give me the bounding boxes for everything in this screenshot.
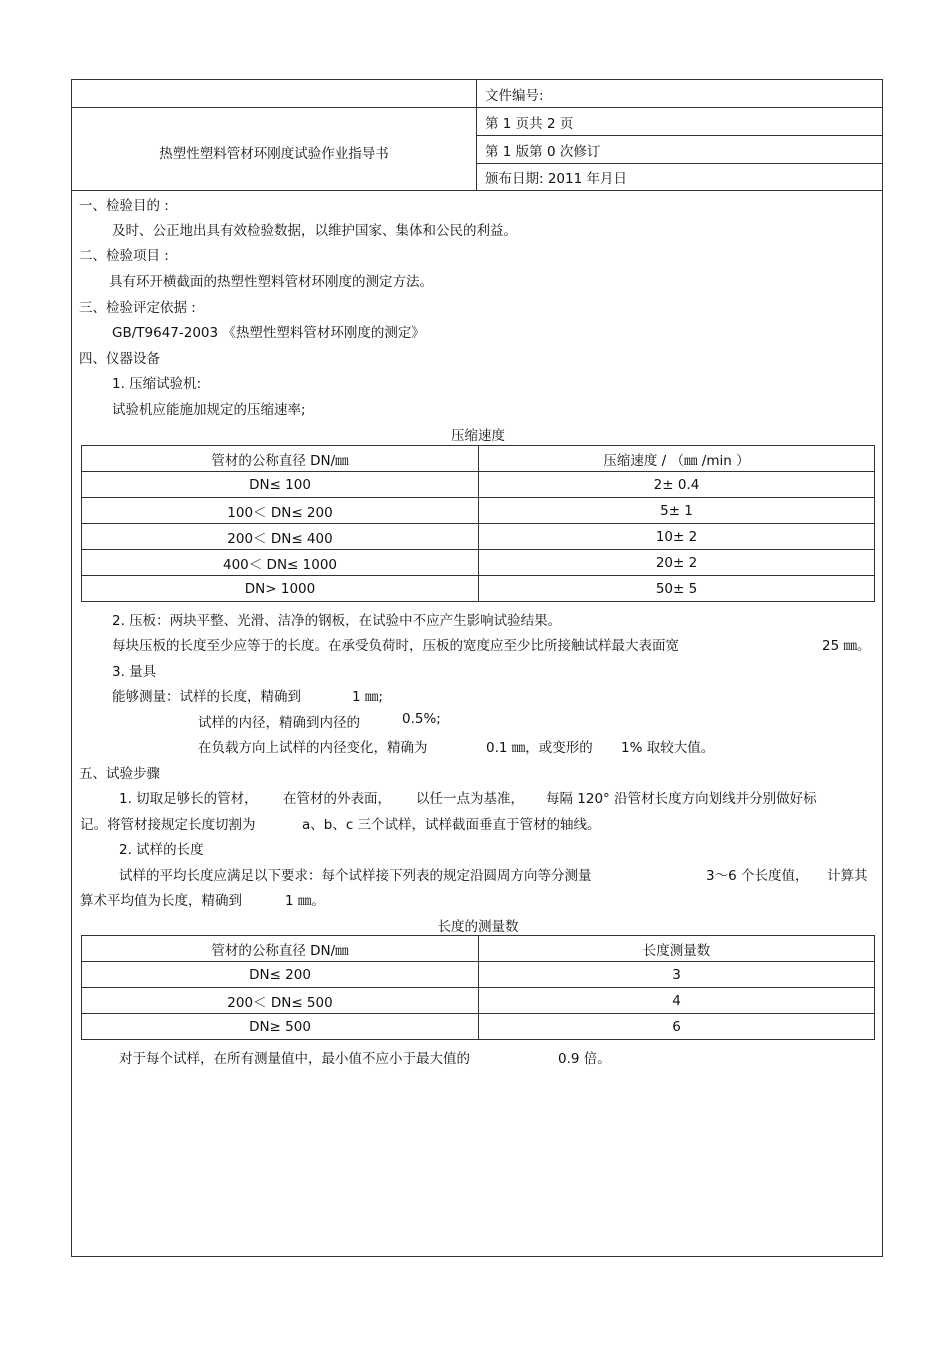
- step-2-part-e: 1 ㎜。: [285, 893, 325, 909]
- measure-change-value: 0.1 ㎜，或变形的: [486, 740, 593, 756]
- length-measurement-table: [81, 935, 875, 1040]
- table-row: [82, 550, 875, 576]
- table-row: [82, 1014, 875, 1040]
- page-info: 第 1 页共 2 页: [485, 116, 574, 132]
- table-cell: 6: [479, 1014, 875, 1040]
- section-4-title: 四、仪器设备: [79, 351, 160, 367]
- section-5-title: 五、试验步骤: [79, 766, 160, 782]
- table-cell: 2± 0.4: [479, 472, 875, 498]
- page-info-cell: [477, 108, 882, 136]
- table-cell: 50± 5: [479, 576, 875, 602]
- step-1-part-d: 每隔 120° 沿管材长度方向划线并分别做好标: [546, 791, 817, 807]
- issue-date-cell: [477, 163, 882, 190]
- section-2-body: 具有环开横截面的热塑性塑料管材环刚度的测定方法。: [109, 274, 433, 290]
- section-4-item-3: 3. 量具: [112, 664, 157, 680]
- section-4-item-1-body: 试验机应能施加规定的压缩速率;: [112, 402, 306, 418]
- table-cell: DN> 1000: [82, 576, 479, 602]
- document-title: 热塑性塑料管材环刚度试验作业指导书: [159, 146, 389, 162]
- table-row: [82, 498, 875, 524]
- step-2-part-c: 计算其: [827, 868, 868, 884]
- section-4-item-2-width: 25 ㎜。: [822, 638, 871, 654]
- table-cell: 20± 2: [479, 550, 875, 576]
- table-header-cell: 压缩速度 / （㎜ /min ）: [479, 446, 875, 472]
- table-cell: 200＜ DN≤ 500: [82, 988, 479, 1014]
- doc-number-label: 文件编号:: [485, 88, 544, 104]
- version-info: 第 1 版第 0 次修订: [485, 144, 601, 160]
- measure-length-label: 能够测量：试样的长度，精确到: [112, 689, 301, 705]
- step-2-part-a: 试样的平均长度应满足以下要求：每个试样接下列表的规定沿圆周方向等分测量: [119, 868, 592, 884]
- table-header-cell: 管材的公称直径 DN/㎜: [82, 446, 479, 472]
- measure-change-label: 在负载方向上试样的内径变化，精确为: [198, 740, 428, 756]
- step-1-part-a: 1. 切取足够长的管材，: [119, 791, 258, 807]
- table-cell: 3: [479, 962, 875, 988]
- section-4-item-2: 2. 压板：两块平整、光滑、洁净的钢板，在试验中不应产生影响试验结果。: [112, 613, 562, 629]
- section-1-title: 一、检验目的 :: [79, 198, 169, 214]
- table-1-caption: 压缩速度: [451, 428, 505, 444]
- table-row: [82, 524, 875, 550]
- section-3-body: GB/T9647-2003 《热塑性塑料管材环刚度的测定》: [112, 325, 425, 341]
- table-row: [82, 988, 875, 1014]
- table-row: [82, 962, 875, 988]
- step-2-part-b: 3～6 个长度值，: [706, 868, 809, 884]
- step-1-part-e: 记。将管材接规定长度切割为: [80, 817, 256, 833]
- compression-speed-table: [81, 445, 875, 602]
- section-4-item-2-body: 每块压板的长度至少应等于的长度。在承受负荷时，压板的宽度应至少比所接触试样最大表面宽: [112, 638, 679, 654]
- final-note-label: 对于每个试样，在所有测量值中，最小值不应小于最大值的: [119, 1051, 470, 1067]
- table-cell: DN≥ 500: [82, 1014, 479, 1040]
- measure-diameter-value: 0.5%;: [402, 711, 441, 727]
- table-cell: 200＜ DN≤ 400: [82, 524, 479, 550]
- step-1-part-c: 以任一点为基准，: [416, 791, 524, 807]
- table-cell: 400＜ DN≤ 1000: [82, 550, 479, 576]
- document-frame: [71, 79, 883, 1257]
- table-row: [82, 576, 875, 602]
- section-2-title: 二、检验项目 :: [79, 248, 169, 264]
- step-2-title: 2. 试样的长度: [119, 842, 204, 858]
- table-cell: DN≤ 200: [82, 962, 479, 988]
- table-header-cell: 管材的公称直径 DN/㎜: [82, 936, 479, 962]
- measure-diameter-label: 试样的内径，精确到内径的: [198, 715, 360, 731]
- header-title-cell: [72, 108, 477, 190]
- table-cell: 100＜ DN≤ 200: [82, 498, 479, 524]
- step-1-part-b: 在管材的外表面，: [283, 791, 391, 807]
- issue-date: 颁布日期: 2011 年月日: [485, 171, 627, 187]
- section-4-item-1: 1. 压缩试验机:: [112, 376, 202, 392]
- step-1-part-f: a、b、c 三个试样，试样截面垂直于管材的轴线。: [302, 817, 601, 833]
- section-1-body: 及时、公正地出具有效检验数据，以维护国家、集体和公民的利益。: [112, 223, 517, 239]
- table-header-cell: 长度测量数: [479, 936, 875, 962]
- measure-length-value: 1 ㎜;: [352, 689, 383, 705]
- section-3-title: 三、检验评定依据 :: [79, 300, 196, 316]
- table-cell: 4: [479, 988, 875, 1014]
- final-note-value: 0.9 倍。: [558, 1051, 611, 1067]
- version-info-cell: [477, 136, 882, 164]
- table-row: [82, 472, 875, 498]
- table-cell: DN≤ 100: [82, 472, 479, 498]
- step-2-part-d: 算术平均值为长度，精确到: [80, 893, 242, 909]
- table-cell: 5± 1: [479, 498, 875, 524]
- header-blank-cell: [72, 80, 477, 108]
- table-2-caption: 长度的测量数: [437, 919, 519, 935]
- document-header: [72, 80, 882, 191]
- table-cell: 10± 2: [479, 524, 875, 550]
- table-header-row: [82, 446, 875, 472]
- table-header-row: [82, 936, 875, 962]
- measure-change-note: 1% 取较大值。: [621, 740, 715, 756]
- doc-number-cell: [477, 80, 882, 108]
